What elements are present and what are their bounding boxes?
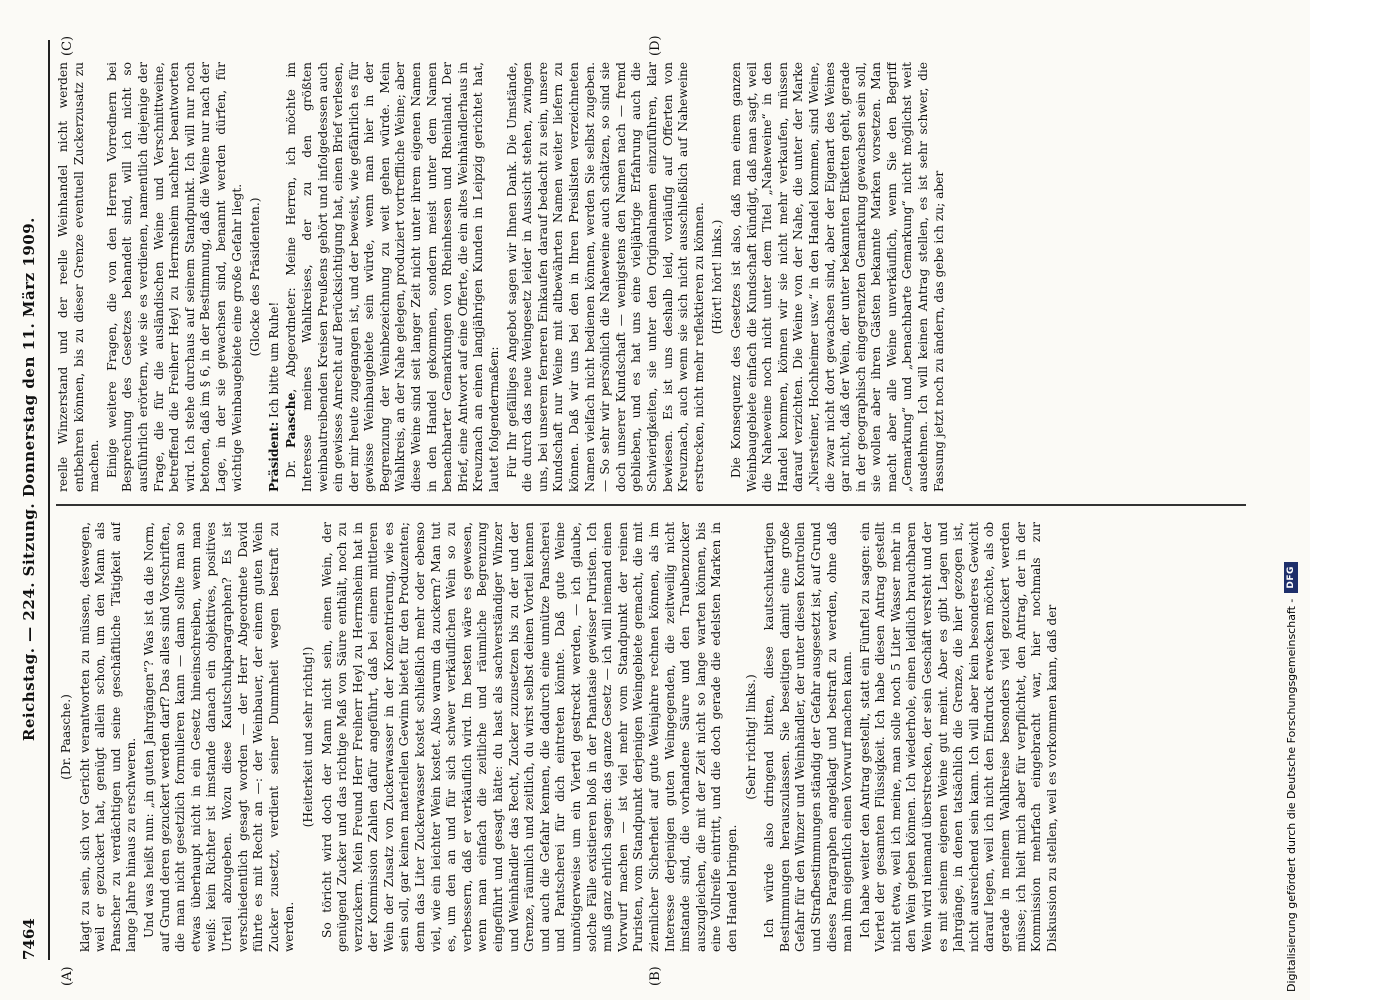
margin-marker-d: (D) <box>648 35 663 56</box>
credit-text: Digitalisierung gefördert durch die Deutsche Forschungsgemeinschaft - <box>1284 598 1298 992</box>
footer-credit <box>1278 0 1304 1000</box>
paragraph: So töricht wird doch der Mann nicht sein, einen Wein, der genügend Zucker und das richtige Maß von Säure enthält, noch zu verzuckern. Mein Freund Herr Freiherr Heyl zu Herrnsheim hat in der Kommission Zahlen dafür angeführt, daß bei einem mittleren Wein der Zusatz von Zuckerwasser in der Konzentrierung, wie es sein soll, gar keinen materiellen Gewinn bietet für den Produzenten; denn das Liter Zuckerwasser kostet schließlich mehr oder ebenso viel, wie ein leichter Wein kostet. Also warum da zuckern? Man tut es, um den an und für sich schwer verkäuflichen Wein so zu verbessern, daß er verkäuflich wird. Im besten wäre es gewesen, wenn man einfach die zeitliche und räumliche Begrenzung eingeführt und gesagt hätte: du hast als sachverständiger Winzer und Weinhändler das Recht, Zucker zuzusetzen bis zu der und der Grenze, räumlich und zeitlich, du wirst selbst deinen Vorteil kennen und auch die Gefahr kennen, die dadurch eine unnütze Panscherei und Pantscherei für dich eintreten könnte. Daß gute Weine unnötigerweise um ein Viertel gestreckt werden, — ich glaube, solche Fälle existieren bloß in der Phantasie gewisser Puristen. Ich muß ganz ehrlich sagen: das ganze Gesetz — ich will niemand einen Vorwurf machen — ist viel mehr vom Standpunkt der reinen Puristen, vom Standpunkt derjenigen Weingebiete gemacht, die mit ziemlicher Sicherheit auf gute Weinjahre rechnen können, als im Interesse derjenigen guten Weingegenden, die zeitweilig nicht imstande sind, die vorhandene Säure und den Traubenzucker auszugleichen, die mit der Zeit nicht so lange warten können, bis eine Vollreife eintritt, und die doch gerade die edelsten Marken in den Handel bringen. <box>319 522 739 952</box>
paragraph: (Hört! hört! links.) <box>710 219 725 335</box>
margin-marker-b: (B) <box>648 966 663 986</box>
paragraph: Ich würde also dringend bitten, diese kautschukartigen Bestimmungen herauszulassen. Sie beseitigen damit eine große Gefahr für den Winzer und Weinhändler, der unter diesen Kontrollen und Strafbestimmungen ständig der Gefahr ausgesetzt ist, auf Grund dieses Paragraphen angeklagt und bestraft zu werden, ohne daß man ihm eigentlich einen Vorwurf machen kann. <box>762 522 855 952</box>
right-column <box>56 62 1256 492</box>
page-number: 7464 <box>20 918 38 960</box>
header-rule <box>48 40 50 960</box>
page-header <box>12 40 46 960</box>
paragraph: Die Konsequenz des Gesetzes ist also, daß man einem ganzen Weinbaugebiete einfach die Kundschaft kündigt, daß man sagt, weil die Naheweine noch nicht unter dem Titel „Naheweine“ in den Handel kommen, können wir sie nicht mehr verkaufen, müssen darauf verzichten. Die Weine von der Nahe, die unter der Marke „Niersteiner, Hochheimer usw.“ in den Handel kommen, sind Weine, die zwar nicht dort gewachsen sind, aber der Eigenart des Weines gar nicht, daß der Wein, der unter bekannten Etiketten geht, gerade in der geographisch eingegrenzten Gemarkung gewachsen sein soll, sie wollen aber ihren Gästen bekannte Marken vorsetzen. Man macht aber alle Weine unverkäuflich, wenn Sie den Begriff „Gemarkung“ und „benachbarte Gemarkung“ nicht möglichst weit ausdehnen. Ich will keinen Antrag stellen, es ist sehr schwer, die Fassung jetzt noch zu ändern, das gebe ich zu; aber <box>728 62 946 492</box>
paragraph: (Heiterkeit und sehr richtig!) <box>300 646 315 828</box>
margin-marker-a: (A) <box>60 966 75 986</box>
left-column <box>56 522 1256 952</box>
paragraph: (Glocke des Präsidenten.) <box>248 197 263 357</box>
paragraph: Dr. Paasche, Abgeordneter: Meine Herren, ich möchte im Interesse meines Wahlkreises, der zu den größten weinbautreibenden Kreisen Preußens gehört und infolgedessen auch ein gewisses Anrecht auf Berücksichtigung hat, einen Brief verlesen, der mir heute zugegangen ist, und der beweist, wie gefährlich es für gewisse Weinbaugebiete sein würde, wenn man hier in der Begrenzung der Weinbezeichnung zu weit gehen würde. Mein Wahlkreis, an der Nahe gelegen, produziert vortreffliche Weine; aber diese Weine sind seit langer Zeit nicht unter ihrem eigenen Namen in den Handel gekommen, sondern meist unter dem Namen benachbarter Gemarkungen von Rheinhessen und Rheinland. Der Brief, eine Antwort auf eine Offerte, die ein altes Weinhändlerhaus in Kreuznach an einen langjährigen Kunden in Leipzig gerichtet hat, lautet folgendermaßen: <box>284 62 502 492</box>
paragraph: (Sehr richtig! links.) <box>743 674 758 800</box>
paragraph: Und was heißt nun: „in guten Jahrgängen“? Was ist da die Norm, auf Grund deren gezuckert werden darf? Das alles sind Vorschriften, die man nicht gesetzlich formulieren kann — dann sollte man so etwas überhaupt nicht in ein Gesetz hineinschreiben, wenn man weiß: kein Richter ist imstande danach ein objektives, positives Urteil abzugeben. Wozu diese Kautschukparagraphen? Es ist verschiedentlich gesagt worden — der Herr Abgeordnete David führte es mit Recht an —: der Weinbauer, der einem guten Wein Zucker zusetzt, verdient seiner Dummheit wegen bestraft zu werden. <box>141 522 297 952</box>
paragraph: Präsident: Ich bitte um Ruhe! <box>266 301 281 492</box>
paragraph: (Dr. Paasche.) <box>59 694 73 780</box>
margin-marker-c: (C) <box>60 35 75 56</box>
dfg-logo: DFG <box>1284 562 1298 593</box>
paragraph: Ich habe weiter den Antrag gestellt, statt ein Fünftel zu sagen: ein Viertel der gesamten Flüssigkeit. Ich habe diesen Antrag gestellt nicht etwa, weil ich meine, man solle noch 5 Liter Wasser mehr in den Wein geben können. Ich wiederhole, einen leidlich brauchbaren Wein wird niemand überstrecken, der sein Geschäft versteht und der es mit seinem eigenen Weine gut meint. Aber es gibt Lagen und Jahrgänge, in denen tatsächlich die Grenze, die hier gezogen ist, nicht ausreichend sein kann. Ich will aber kein besonderes Gewicht darauf legen, weil ich nicht den Eindruck erwecken möchte, als ob gerade in meinem Wahlkreise besonders viel gezuckert werden müsse; ich hielt mich aber für verpflichtet, den Antrag, der in der Kommission mehrfach eingebracht war, hier nochmals zur Diskussion zu stellen, weil es vorkommen kann, daß der <box>857 522 1059 952</box>
paragraph: Für Ihr gefälliges Angebot sagen wir Ihnen Dank. Die Umstände, die durch das neue Weingesetz leider in Aussicht stehen, zwingen uns, bei unserem ferneren Einkaufen darauf bedacht zu sein, unsere Kundschaft nur Weine mit altbewährten Namen weiter liefern zu können. Daß wir uns bei den in Ihren Preislisten verzeichneten Namen vielfach nicht bedienen können, werden Sie selbst zugeben. — So sehr wir persönlich die Naheweine auch schätzen, so sind sie doch unserer Kundschaft — wenigstens den Namen nach — fremd geblieben, und es hat uns eine vieljährige Erfahrung auch die Schwierigkeiten, sie unter den Originalnamen einzuführen, klar bewiesen. Es ist uns deshalb leid, vorläufig auf Offerten von Kreuznach, auch wenn sie sich nicht ausschließlich auf Naheweine erstrecken, nicht mehr reflektieren zu können. <box>504 62 706 492</box>
paragraph: Einige weitere Fragen, die von den Herren Vorrednern bei Besprechung des Gesetzes behandelt sind, will ich nicht so ausführlich erörtern, wie sie es verdienen, namentlich diejenige der Frage, die für die ausländischen Weine und Verschnittweine, betreffend die Freiherr Heyl zu Herrnsheim nachher beantworten wird. Ich stehe durchaus auf seinem Standpunkt. Ich will nur noch betonen, daß im § 6, in der Bestimmung, daß die Weine nur nach der Lage, in der sie gewachsen sind, benannt werden dürfen, für wichtige Weinbaugebiete eine große Gefahr liegt. <box>104 62 244 492</box>
column-rule <box>56 505 1246 507</box>
paragraph: reelle Winzerstand und der reelle Weinhandel nicht werden entbehren können, bis zu dieser Grenze eventuell Zuckerzusatz zu machen. <box>56 62 102 492</box>
header-title: Reichstag. — 224. Sitzung. Donnerstag den 11. März 1909. <box>20 217 38 742</box>
paragraph: klagt zu sein, sich vor Gericht verantworten zu müssen, deswegen, weil er gezuckert hat, genügt allein schon, um den Mann als Panscher zu verdächtigen und seine geschäftliche Tätigkeit auf lange Jahre hinaus zu erschweren. <box>77 522 139 952</box>
